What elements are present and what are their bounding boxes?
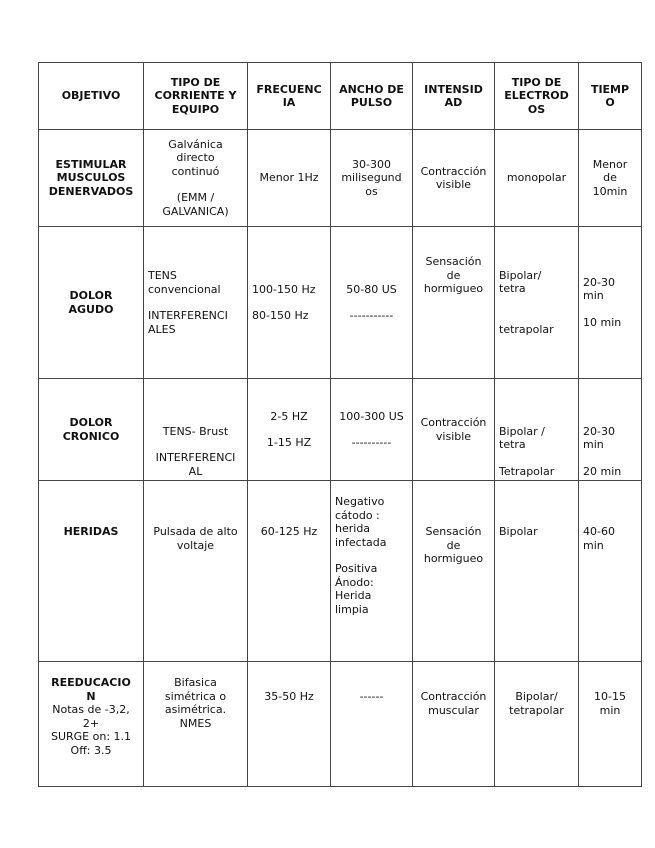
cell-intensidad: Contracción muscular [413, 662, 495, 787]
cell-frecuencia: Menor 1Hz [248, 130, 331, 227]
cell-intensidad: Contracción visible [413, 379, 495, 481]
cell-ancho-pulso: 100-300 US ---------- [331, 379, 413, 481]
table-row [39, 662, 642, 787]
cell-tiempo: 40-60 min [579, 481, 642, 662]
cell-objetivo: DOLOR AGUDO [39, 227, 144, 379]
table-row [39, 130, 642, 227]
cell-electrodos: Bipolar [495, 481, 579, 662]
table-row [39, 481, 642, 662]
cell-frecuencia: 100-150 Hz 80-150 Hz [248, 227, 331, 379]
therapy-parameters-table [38, 62, 642, 787]
cell-intensidad: Contracción visible [413, 130, 495, 227]
cell-corriente: TENS convencional INTERFERENCI ALES [144, 227, 248, 379]
cell-electrodos: Bipolar/ tetrapolar [495, 662, 579, 787]
cell-corriente: TENS- Brust INTERFERENCI AL [144, 379, 248, 481]
cell-objetivo: ESTIMULAR MUSCULOS DENERVADOS [39, 130, 144, 227]
cell-corriente: Pulsada de alto voltaje [144, 481, 248, 662]
header-ancho-pulso: ANCHO DE PULSO [331, 63, 413, 130]
header-tipo-electrodos: TIPO DE ELECTROD OS [495, 63, 579, 130]
cell-corriente: Bifasica simétrica o asimétrica. NMES [144, 662, 248, 787]
cell-electrodos: monopolar [495, 130, 579, 227]
cell-frecuencia: 35-50 Hz [248, 662, 331, 787]
header-tiempo: TIEMP O [579, 63, 642, 130]
header-tipo-corriente: TIPO DE CORRIENTE Y EQUIPO [144, 63, 248, 130]
cell-objetivo: HERIDAS [39, 481, 144, 662]
cell-tiempo: 20-30 min 10 min [579, 227, 642, 379]
cell-objetivo: REEDUCACIO N Notas de -3,2, 2+ SURGE on: 1.1 Off: 3.5 [39, 662, 144, 787]
cell-tiempo: 20-30 min 20 min [579, 379, 642, 481]
cell-ancho-pulso: ------ [331, 662, 413, 787]
cell-frecuencia: 2-5 HZ 1-15 HZ [248, 379, 331, 481]
cell-intensidad: Sensación de hormigueo [413, 481, 495, 662]
cell-intensidad: Sensación de hormigueo [413, 227, 495, 379]
cell-ancho-pulso: 30-300 milisegund os [331, 130, 413, 227]
header-intensidad: INTENSID AD [413, 63, 495, 130]
cell-electrodos: Bipolar / tetra Tetrapolar [495, 379, 579, 481]
cell-tiempo: Menor de 10min [579, 130, 642, 227]
cell-corriente: Galvánica directo continuó (EMM / GALVANICA) [144, 130, 248, 227]
table-row [39, 227, 642, 379]
cell-frecuencia: 60-125 Hz [248, 481, 331, 662]
header-objetivo: OBJETIVO [39, 63, 144, 130]
cell-objetivo-note: Notas de -3,2, 2+ SURGE on: 1.1 Off: 3.5 [50, 703, 132, 757]
cell-ancho-pulso: Negativo cátodo : herida infectada Positiva Ánodo: Herida limpia [331, 481, 413, 662]
cell-tiempo: 10-15 min [579, 662, 642, 787]
table-row [39, 379, 642, 481]
header-row [39, 63, 642, 130]
header-frecuencia: FRECUENC IA [248, 63, 331, 130]
cell-electrodos: Bipolar/ tetra tetrapolar [495, 227, 579, 379]
cell-ancho-pulso: 50-80 US ----------- [331, 227, 413, 379]
cell-objetivo: DOLOR CRONICO [39, 379, 144, 481]
